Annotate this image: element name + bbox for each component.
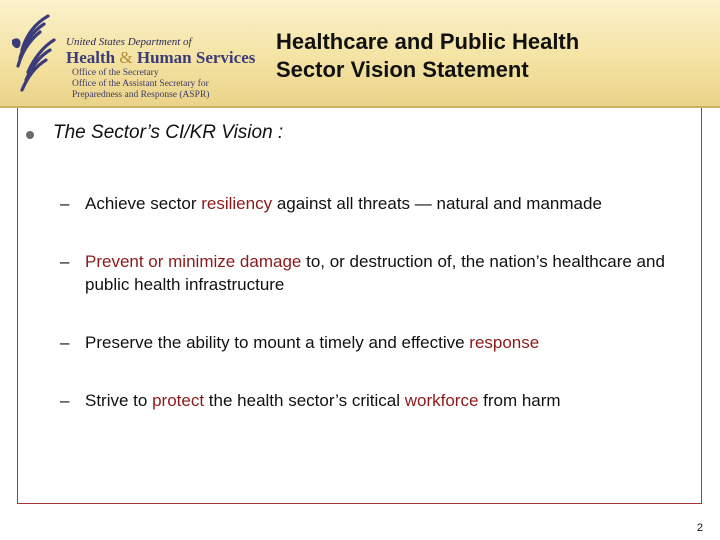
text-run: from harm <box>478 391 561 410</box>
logo-department-line: United States Department of <box>66 36 192 48</box>
logo-ampersand: & <box>119 48 133 67</box>
vision-item-3-text <box>85 331 695 354</box>
dash-marker: – <box>60 252 70 271</box>
text-run: Preserve the ability to mount a timely and effective <box>85 333 470 352</box>
page-number: 2 <box>696 522 703 534</box>
highlight-protect: protect <box>152 391 205 410</box>
text-run: Strive to <box>85 391 153 410</box>
dash-marker: – <box>60 333 70 352</box>
main-bullet-text: The Sector’s CI/KR Vision : <box>53 122 284 143</box>
slide-header <box>0 0 720 108</box>
highlight-response: response <box>469 333 540 352</box>
logo-office-line-3: Preparedness and Response (ASPR) <box>72 90 210 100</box>
vision-item-2-text <box>85 250 695 296</box>
logo-health-word: Health <box>66 48 116 67</box>
content-frame <box>17 108 702 504</box>
logo-office-line-2: Office of the Assistant Secretary for <box>72 79 209 89</box>
logo-hhs-line <box>66 48 255 68</box>
dash-marker: – <box>60 391 70 410</box>
bullet-dot-icon <box>26 131 34 139</box>
hhs-logo <box>4 6 266 98</box>
highlight-resiliency: resiliency <box>201 194 273 213</box>
hhs-eagle-icon <box>4 10 62 96</box>
logo-office-line-1: Office of the Secretary <box>72 68 159 78</box>
dash-marker: – <box>60 194 70 213</box>
text-run: Achieve sector <box>85 194 202 213</box>
text-run: the health sector’s critical <box>204 391 405 410</box>
text-run: to, or destruction of, the nation’s healthcare and public health infrastructure <box>85 252 665 294</box>
highlight-prevent: Prevent or minimize damage <box>85 252 302 271</box>
logo-human-services-word: Human Services <box>136 48 256 67</box>
vision-item-4-text <box>85 389 695 412</box>
text-run: against all threats — natural and manmade <box>272 194 602 213</box>
slide-title-line-1: Healthcare and Public Health <box>276 29 580 54</box>
highlight-workforce: workforce <box>404 391 479 410</box>
slide-title <box>276 28 706 84</box>
slide-title-line-2: Sector Vision Statement <box>276 57 529 82</box>
vision-item-1-text <box>85 192 695 215</box>
